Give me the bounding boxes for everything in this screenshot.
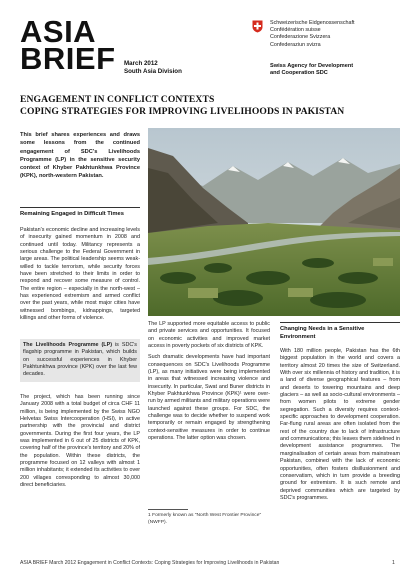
body-paragraph: Such dramatic developments have had important consequences on SDC's Livelihoods Programme (LP), as many initiatives were being implemented in areas that witnessed increasing violence and insecurity. In particular, Swat and Buner districts in Khyber Pakhtunkhwa Province (KPK)¹ were over-run by armed militants and military operations were launched against these groups. For SDC, the challenge was to decide whether to suspend work temporarily or remain engaged by strengthening context-sensitive measures in order to continue operations. The latter option was chosen. [148, 354, 270, 442]
page-footer: ASIA BRIEF March 2012 Engagement in Conflict Contexts: Coping Strategies for Improving Livelihoods in Pakistan [20, 560, 280, 566]
confederation-name-de: Schweizerische Eidgenossenschaft [270, 20, 355, 26]
confederation-names [270, 20, 400, 49]
agency-line-2: and Cooperation SDC [270, 70, 328, 77]
body-paragraph: The project, which has been running since January 2008 with a total budget of circa CHF 11 million, is being implemented by the Swiss NGO Helvetas Swiss Intercooperation (HSI), in active partnership with the provincial and district governments. During the first four years, the LP was implemented in 6 out of 25 districts of KPK, covering half of the province's territory and 20% of the population. Within these districts, the programme focused on 12 valleys with almost 1 million inhabitants; it extended its activities to over 200 villages corresponding to almost 30,000 direct beneficiaries. [20, 394, 140, 489]
confederation-name-rm: Confederaziun svizra [270, 41, 321, 48]
confederation-name-it: Confederazione Svizzera [270, 34, 331, 41]
body-paragraph: Pakistan's economic decline and increasing levels of insecurity gained momentum in 2008 and continued until today. Militancy represents a serious challenge to the Federal Government in large areas. The political leadership seems weak-willed to tackle terrorism, while security forces have been stretched to their limits in order to respond and recover some measure of control. The entire region – especially in the north-west – has experienced extremism and armed conflict over the past years, while most major cities have witnessed bombings, kidnappings, targeted killings and other forms of violence. [20, 227, 140, 322]
agency-name [270, 63, 400, 78]
title-line-2: COPING STRATEGIES FOR IMPROVING LIVELIHOODS IN PAKISTAN [20, 106, 345, 117]
page-number: 1 [392, 560, 395, 566]
section-rule [20, 207, 140, 208]
column2-body [148, 321, 270, 447]
issue-date: March 2012 [124, 60, 158, 67]
title-line-1: ENGAGEMENT IN CONFLICT CONTEXTS [20, 94, 215, 105]
masthead-brand [20, 14, 120, 76]
agency-line-1: Swiss Agency for Development [270, 63, 354, 69]
section-heading-changing-needs: Changing Needs in a Sensitive Environment [280, 326, 365, 340]
footnote-rule [148, 509, 188, 510]
section-body-difficult-times [20, 227, 140, 326]
page-title [20, 94, 400, 118]
issue-division: South Asia Division [124, 68, 182, 75]
brand-word-brief: BRIEF [20, 41, 116, 76]
section-rule [280, 322, 400, 323]
footnote: 1 Formerly known as "North West Frontier Province" (NWFP). [148, 513, 262, 525]
section-heading-difficult-times: Remaining Engaged in Difficult Times [20, 211, 124, 217]
section-body-project [20, 394, 140, 493]
lp-box-bold: The Livelihoods Programme (LP) [23, 342, 112, 348]
swiss-crest-icon [252, 20, 263, 33]
section-body-changing-needs [280, 348, 400, 506]
valley-landscape-photo [148, 128, 400, 316]
lp-box-text: is SDC's flagship programme in Pakistan, which builds on successful experiences in Khyber Pakhtunkhwa province (KPK) over the last few decades. [23, 342, 137, 378]
brand-word-asia: ASIA [20, 14, 97, 49]
livelihoods-programme-box [20, 339, 140, 382]
confederation-name-fr: Confédération suisse [270, 27, 321, 34]
lead-paragraph: This brief shares experiences and draws some lessons from the continued engagement of SDC's Livelihoods Programme (LP) in the sensitive security context of Khyber Pakhtunkhwa Province (KPK), north-western Pakistan. [20, 132, 140, 180]
issue-info [124, 60, 234, 76]
body-paragraph: With 180 million people, Pakistan has the 6th biggest population in the world and covers a territory almost 20 times the size of Switzerland. With over six millennia of history and tradition, it is a land of diverse geographical features – from and deserts to towering mountains and deep glaciers – as well as socio-cultural environments – from women pilots to extreme gender segregation. Such a diversity requires context-specific approaches to development cooperation. Far-flung rural areas are often isolated from the rest of the country due to lack of infrastructure and communications; this leaves them sidelined in development assistance programmes. The marginalisation of certain areas from mainstream Pakistan, combined with the lack of economic opportunities, often fosters disillusionment and conservatism, which in turn provide a breeding ground for extremism. It is such remote and deprived communities which are targeted by SDC's programmes. [280, 348, 400, 501]
body-paragraph: The LP supported more equitable access to public and private services and opportunities. It focused on economic activities and improved market access in poverty pockets of six districts of KPK. [148, 321, 270, 350]
